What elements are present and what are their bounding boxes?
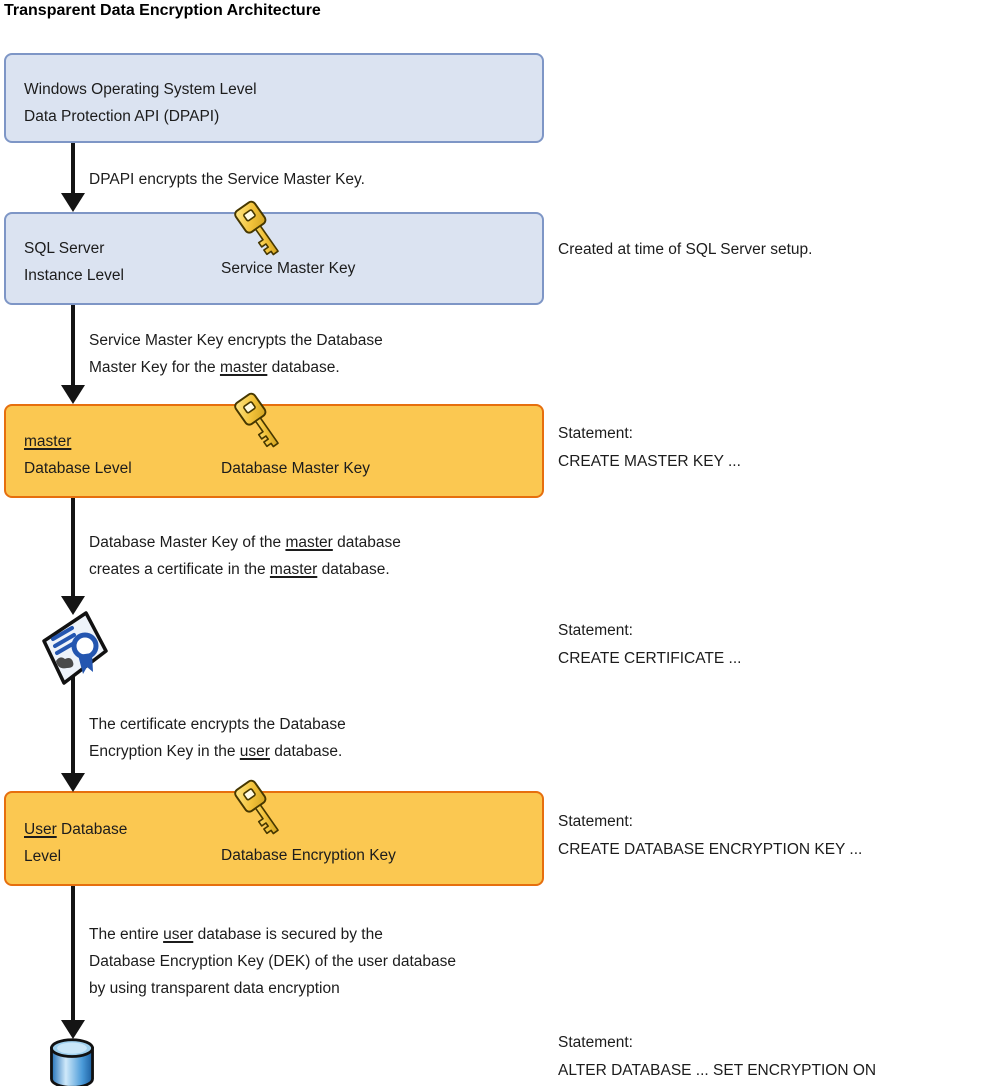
- database-encryption-key-label: Database Encryption Key: [221, 847, 396, 864]
- note-create-dek: [558, 808, 862, 863]
- box-label-line: Database Level: [24, 460, 132, 477]
- note-create-master-key: [558, 420, 741, 475]
- user-database-level-box: [4, 791, 544, 886]
- note-sql-setup: [558, 236, 812, 264]
- flow-arrow-line: [71, 886, 75, 1022]
- diagram-title: Transparent Data Encryption Architecture: [4, 2, 321, 19]
- master-database-level-box: [4, 404, 544, 498]
- flow-step-text: Encryption Key in the user database.: [89, 743, 343, 760]
- flow-step-text: Master Key for the master database.: [89, 359, 340, 376]
- box-label-line: Level: [24, 848, 62, 865]
- note-line: CREATE CERTIFICATE ...: [558, 649, 742, 667]
- key-icon: [231, 198, 279, 256]
- box-label-line: Windows Operating System Level: [24, 81, 257, 98]
- flow-step-text: creates a certificate in the master database.: [89, 561, 390, 578]
- flow-arrow-line: [71, 498, 75, 598]
- service-master-key-label: Service Master Key: [221, 260, 356, 277]
- note-line: CREATE MASTER KEY ...: [558, 452, 741, 470]
- database-cylinder-icon: [44, 1036, 100, 1086]
- key-icon: [231, 777, 279, 835]
- database-master-key-label: Database Master Key: [221, 460, 371, 477]
- flow-step-text: Database Master Key of the master database: [89, 534, 401, 551]
- note-line: Statement:: [558, 813, 633, 830]
- flow-arrow-line: [71, 305, 75, 386]
- note-line: Statement:: [558, 425, 633, 442]
- note-alter-database: [558, 1029, 876, 1084]
- box-label-line: Instance Level: [24, 267, 124, 284]
- box-label-line: Data Protection API (DPAPI): [24, 108, 220, 125]
- arrow-down-icon: [61, 385, 85, 404]
- flow-step-label: [89, 529, 401, 583]
- flow-step-label: [89, 921, 456, 1002]
- note-line: CREATE DATABASE ENCRYPTION KEY ...: [558, 840, 863, 858]
- flow-step-text: Database Encryption Key (DEK) of the user database: [89, 953, 457, 970]
- user-database-level-label: [24, 816, 127, 870]
- note-line: Created at time of SQL Server setup.: [558, 241, 813, 258]
- flow-step-text: Service Master Key encrypts the Database: [89, 332, 383, 349]
- flow-step-text: The entire user database is secured by the: [89, 926, 383, 943]
- sql-instance-level-label: [24, 235, 124, 289]
- box-label-line: SQL Server: [24, 240, 105, 257]
- key-icon: [231, 390, 279, 448]
- box-label-line: master: [24, 433, 72, 450]
- note-line: ALTER DATABASE ... SET ENCRYPTION ON: [558, 1061, 877, 1079]
- windows-os-level-box: [4, 53, 544, 143]
- sql-instance-level-box: [4, 212, 544, 305]
- flow-arrow-line: [71, 143, 75, 194]
- windows-os-level-label: [24, 76, 257, 130]
- box-label-line: User Database: [24, 821, 128, 838]
- flow-step-text: by using transparent data encryption: [89, 980, 340, 997]
- flow-step-text: DPAPI encrypts the Service Master Key.: [89, 171, 365, 188]
- note-create-certificate: [558, 617, 741, 672]
- arrow-down-icon: [61, 773, 85, 792]
- flow-step-text: The certificate encrypts the Database: [89, 716, 346, 733]
- master-database-level-label: [24, 428, 132, 482]
- note-line: Statement:: [558, 1034, 633, 1051]
- flow-step-label: [89, 166, 365, 193]
- arrow-down-icon: [61, 193, 85, 212]
- note-line: Statement:: [558, 622, 633, 639]
- certificate-icon: [36, 606, 114, 697]
- flow-step-label: [89, 711, 346, 765]
- flow-step-label: [89, 327, 383, 381]
